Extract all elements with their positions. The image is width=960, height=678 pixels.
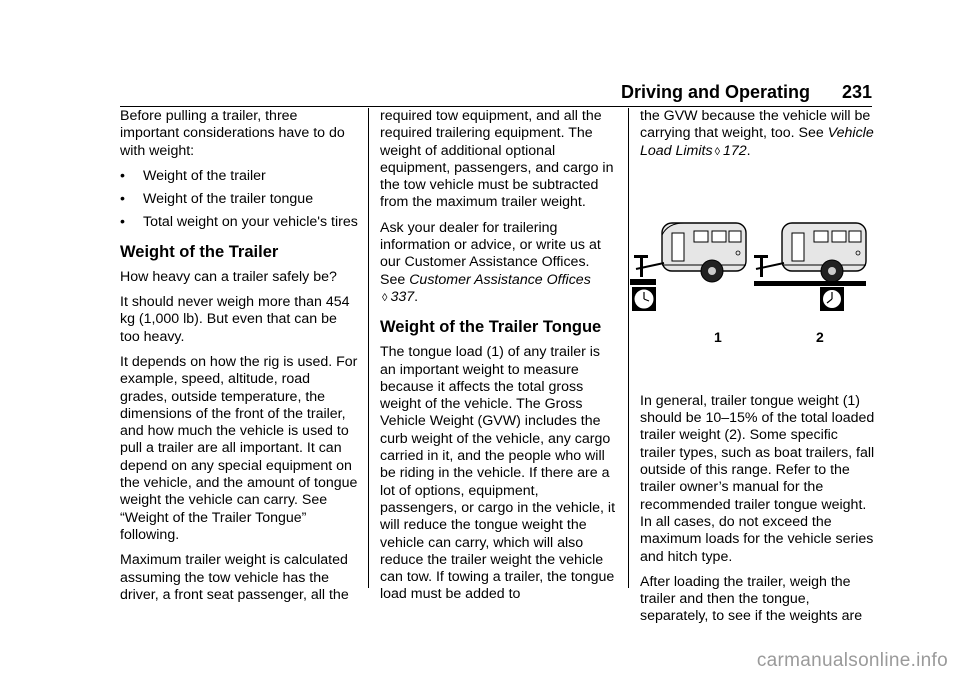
trailer-scale-illustration <box>628 221 868 331</box>
column-divider <box>368 108 369 588</box>
bullet-item <box>120 191 360 208</box>
figure-label-1: 1 <box>714 328 722 345</box>
paragraph: After loading the trailer, weigh the trailer and then the tongue, separately, to see if the weights are <box>640 573 863 625</box>
paragraph-end: . <box>746 142 751 159</box>
header-rule <box>120 106 872 107</box>
column-3 <box>640 108 876 634</box>
figure-label-2: 2 <box>816 328 824 345</box>
bullet-text: Weight of the trailer tongue <box>143 191 314 208</box>
page-reference[interactable]: 172 <box>723 142 747 159</box>
bullet-glyph: • <box>120 191 125 208</box>
page-reference[interactable]: 337 <box>390 288 415 305</box>
cross-reference-link[interactable]: Customer Assistance Offices <box>409 271 591 288</box>
bullet-text: Weight of the trailer <box>143 167 266 184</box>
column-1 <box>120 108 360 612</box>
paragraph: Maximum trailer weight is calculated assuming the tow vehicle has the driver, a front seat passenger, all the <box>120 552 349 603</box>
page-header <box>120 82 872 108</box>
bullet-glyph: • <box>120 167 125 184</box>
paragraph: It should never weigh more than 454 kg (1,000 lb). But even that can be too heavy. <box>120 294 350 345</box>
section-heading: Weight of the Trailer <box>120 242 279 261</box>
trailer-2-illustration <box>754 223 866 311</box>
trailer-1-illustration <box>630 223 746 311</box>
paragraph: It depends on how the rig is used. For example, speed, altitude, road grades, outside temperature, the dimensions of the front of the trailer, and how much the vehicle is used to pull a trailer are all important. It can depend on any special equipment on the vehicle, and the amount of tongue weight the vehicle can carry. See “Weight of the Trailer Tongue” following. <box>120 353 358 543</box>
paragraph: How heavy can a trailer safely be? <box>120 268 337 285</box>
bullet-item <box>120 214 360 231</box>
paragraph-text: the GVW because the vehicle will be carrying that weight, too. See <box>640 108 871 142</box>
section-heading: Weight of the Trailer Tongue <box>380 318 602 337</box>
column-2 <box>380 108 616 612</box>
trailer-tongue-weight-figure <box>628 221 868 371</box>
page-number: 231 <box>841 82 872 102</box>
paragraph: The tongue load (1) of any trailer is an important weight to measure because it affects the total gross weight of the vehicle. The Gross Vehicle Weight (GVW) includes the curb weight of the vehicle, any cargo carried in it, and the people who will be riding in the vehicle. If there are a lot of options, equipment, passengers, or cargo in the vehicle, it will reduce the tongue weight the vehicle can carry, which will also reduce the trailer weight the vehicle can tow. If towing a trailer, the tongue load must be added to <box>380 344 616 603</box>
paragraph <box>380 220 616 307</box>
cross-reference-link[interactable]: Vehicle Load Limits <box>640 125 874 159</box>
page-ref-icon: ◊ <box>714 145 720 158</box>
bullet-glyph: • <box>120 214 125 231</box>
intro-paragraph: Before pulling a trailer, three important considerations have to do with weight: <box>120 108 345 159</box>
paragraph-text: Ask your dealer for trailering information or advice, or write us at our Customer Assistance Offices. See <box>380 219 601 288</box>
paragraph <box>640 108 876 161</box>
bullet-text: Total weight on your vehicle's tires <box>143 214 358 231</box>
bullet-item <box>120 168 360 185</box>
section-title: Driving and Operating <box>620 82 810 102</box>
watermark: carmanualsonline.info <box>756 650 948 671</box>
paragraph: In general, trailer tongue weight (1) should be 10–15% of the total loaded trailer weight (2). Some specific trailer types, such as boat trailers, fall outside of this range. Refer to the trailer owner’s manual for the recommended trailer tongue weight. In all cases, do not exceed the maximum loads for the vehicle series and hitch type. <box>640 392 875 565</box>
paragraph: required tow equipment, and all the required trailering equipment. The weight of additional optional equipment, passengers, and cargo in the tow vehicle must be subtracted from the maximum trailer weight. <box>380 108 614 211</box>
paragraph-end: . <box>414 288 419 305</box>
page-ref-icon: ◊ <box>382 291 388 304</box>
